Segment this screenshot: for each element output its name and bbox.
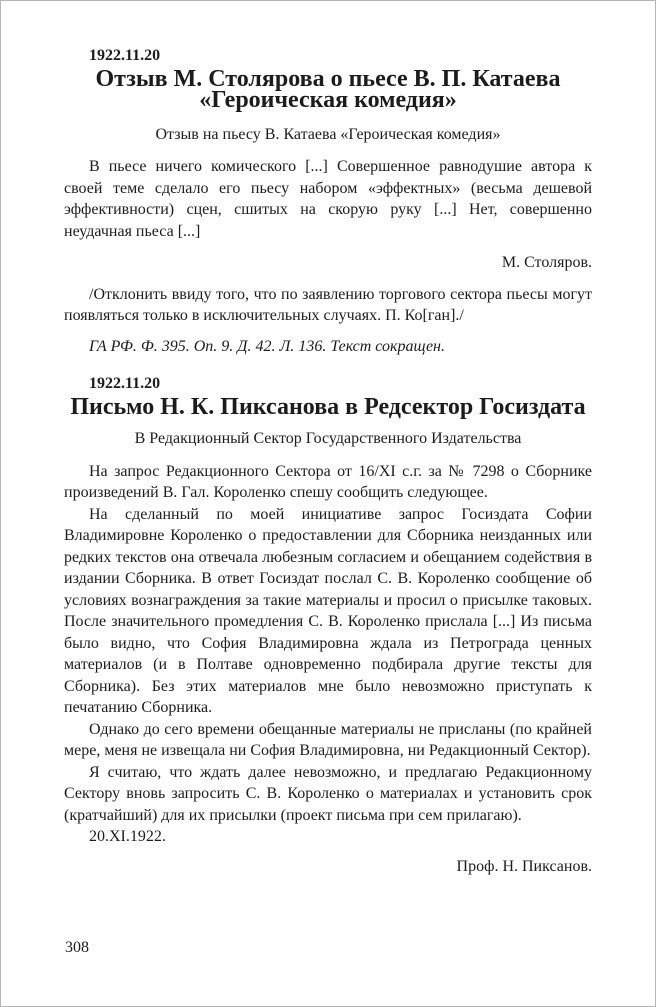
resolution-note: /Отклонить ввиду того, что по заявлению торгового сектора пьесы могут появляться только в исключительных случаях. П. Ко[ган]./ [64,285,592,324]
entry-title [64,393,592,420]
entry-piksanov-letter [64,373,592,877]
entry-subtitle: Отзыв на пьесу В. Катаева «Героическая комедия» [155,125,501,143]
page-number: 308 [65,939,89,956]
signature: М. Столяров. [501,254,592,271]
entry-stolyarov-review [64,45,592,357]
letter-date-line: 20.XI.1922. [89,828,166,845]
entry-title-line: Письмо Н. К. Пиксанова в Редсектор Госиздата [70,393,586,420]
letter-addressee: В Редакционный Сектор Государственного Издательства [134,430,522,447]
body-paragraph: Я считаю, что ждать далее невозможно, и предлагаю Редакционному Сектору вновь запросить С. В. Короленко о материалах и установить срок (кратчайший) для их присылки (проект письма при сем прилагаю). [64,763,592,824]
entry-title [64,65,592,113]
signature: Проф. Н. Пиксанов. [456,857,592,875]
entry-title-line: «Героическая комедия» [199,87,457,113]
body-paragraph: На запрос Редакционного Сектора от 16/XI с.г. за № 7298 о Сборнике произведений В. Гал. Короленко спешу сообщить следующее. [64,462,592,501]
body-paragraph: В пьесе ничего комического [...] Совершенное равнодушие автора к своей теме сделало его пьесу набором «эффектных» (весьма дешевой эффективности) сцен, сшитых на скорую руку [...] Нет, совершенно неудачная пьеса [...] [64,158,592,240]
body-paragraph: На сделанный по моей инициативе запрос Госиздата Софии Владимировне Короленко о предоставлении для Сборника неизданных или редких текстов она отвечала любезным согласием и обещанием содействия в издании Сборника. В ответ Госиздат послал С. В. Короленко сообщение об условиях вознаграждения за такие материалы и просил о присылке таковых. После значительного промедления С. В. Короленко прислала [...] Из письма было видно, что София Владимировна ждала из Петрограда ценных материалов (и в Полтаве одновременно подбирала другие тексты для Сборника). Без этих материалов мне было невозможно приступать к печатанию Сборника. [64,505,592,716]
entry-date: 1922.11.20 [89,47,161,64]
body-paragraph: Однако до сего времени обещанные материалы не присланы (по крайней мере, меня не извещала ни София Владимировна, ни Редакционный Сектор). [64,720,592,759]
entry-date: 1922.11.20 [89,375,161,392]
entry-title-line: Отзыв М. Столярова о пьесе В. П. Катаева [95,65,561,92]
archive-reference: ГА РФ. Ф. 395. Оп. 9. Д. 42. Л. 136. Текст сокращен. [89,337,445,355]
